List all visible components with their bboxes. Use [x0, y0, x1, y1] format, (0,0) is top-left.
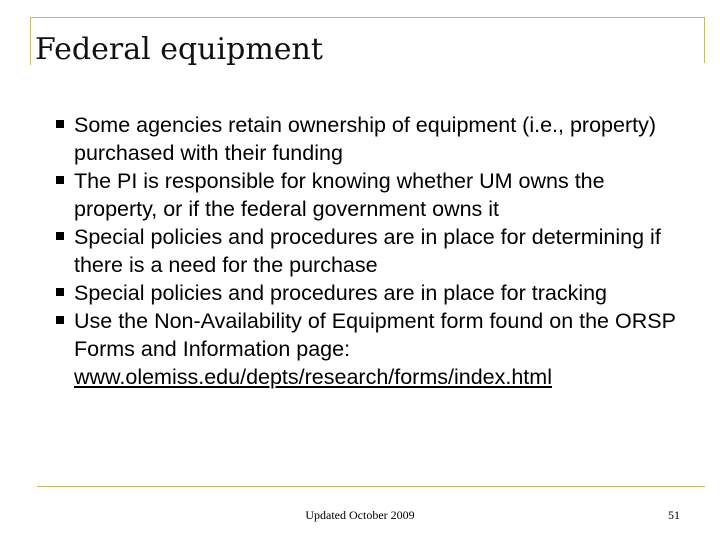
- bullet-item: [52, 111, 692, 167]
- bullet-item: [52, 167, 692, 223]
- square-bullet-icon: [56, 120, 64, 128]
- footer-date: Updated October 2009: [305, 508, 415, 522]
- footer-divider: [37, 486, 705, 487]
- square-bullet-icon: [56, 176, 64, 184]
- bullet-text: Some agencies retain ownership of equipment (i.e., property) purchased with their funding: [74, 113, 657, 165]
- bullet-item: [52, 279, 692, 307]
- bullet-list: [52, 111, 692, 391]
- bullet-item: [52, 307, 692, 391]
- bullet-text: Use the Non-Availability of Equipment form found on the ORSP Forms and Information page:: [74, 309, 676, 361]
- bullet-text: The PI is responsible for knowing whether UM owns the property, or if the federal government owns it: [74, 169, 605, 221]
- bullet-text: Special policies and procedures are in place for tracking: [74, 281, 608, 305]
- page-number: 51: [668, 508, 680, 522]
- bullet-item: [52, 223, 692, 279]
- square-bullet-icon: [56, 232, 64, 240]
- square-bullet-icon: [56, 316, 64, 324]
- bullet-text: Special policies and procedures are in place for determining if there is a need for the purchase: [74, 225, 661, 277]
- slide-title: Federal equipment: [35, 32, 323, 67]
- forms-page-link[interactable]: www.olemiss.edu/depts/research/forms/index.html: [74, 365, 552, 389]
- square-bullet-icon: [56, 288, 64, 296]
- frame-right-border: [704, 17, 705, 63]
- frame-left-border: [30, 17, 31, 65]
- frame-top-border: [30, 17, 705, 18]
